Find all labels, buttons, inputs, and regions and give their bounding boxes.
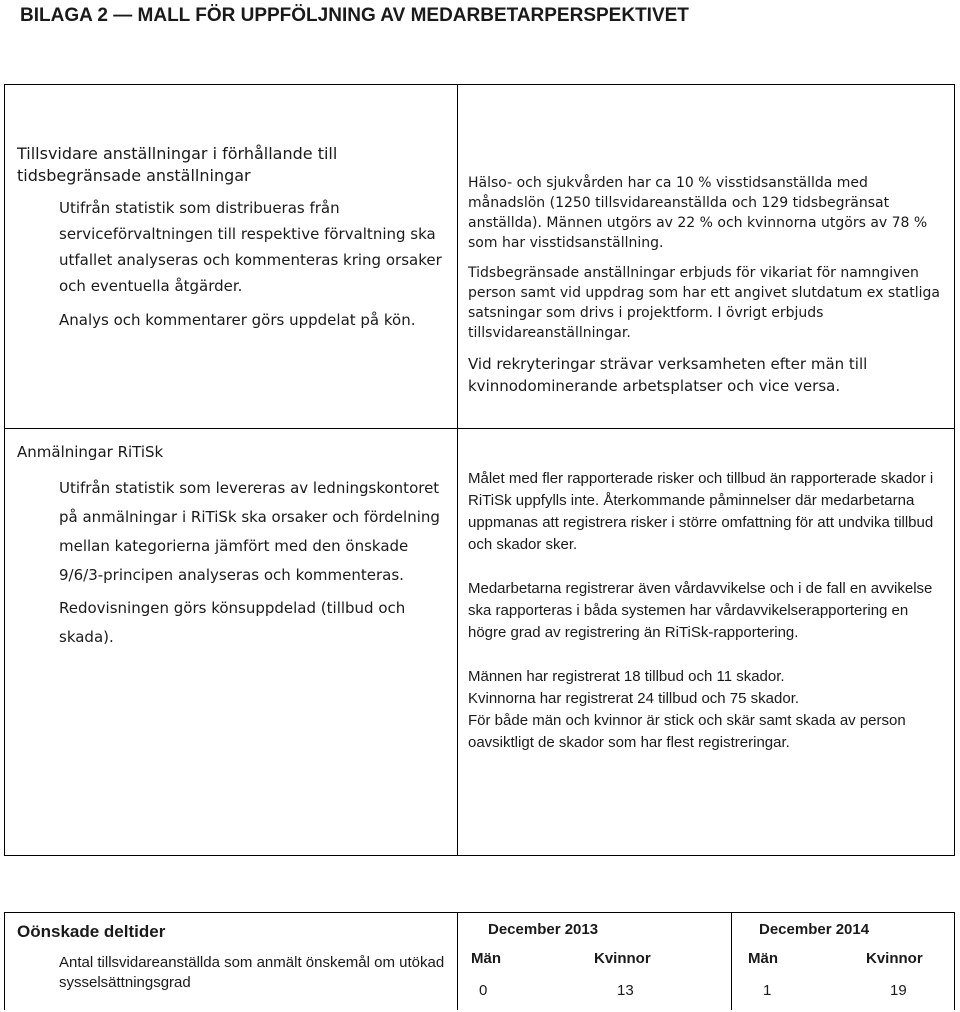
section1-recruitment-paragraph: Vid rekryteringar strävar verksamheten efter män till kvinnodominerande arbetsplatser och vice versa. <box>468 355 868 395</box>
section2-heading: Anmälningar RiTiSk <box>17 443 164 461</box>
column-label-women-2013: Kvinnor <box>594 950 651 967</box>
column-label-men-2014: Män <box>748 950 778 967</box>
value-men-2014: 1 <box>763 982 772 999</box>
section1-temporary-paragraph: Tidsbegränsade anställningar erbjuds för vikariat för namngiven person samt vid uppdrag som har ett angivet slutdatum ex statliga satsningar som drivs i projektform. I övrigt erbjuds tillsvidareanställningar. <box>468 265 940 341</box>
value-women-2013: 13 <box>617 982 634 999</box>
part-time-table <box>4 912 955 1010</box>
column-label-women-2014: Kvinnor <box>866 950 923 967</box>
column-divider <box>457 85 458 855</box>
section1-left-cell <box>17 143 447 333</box>
row-divider <box>5 428 954 429</box>
section2-right-cell <box>468 468 946 754</box>
column-label-men-2013: Män <box>471 950 501 967</box>
section1-right-cell <box>468 173 946 397</box>
section2-left-cell <box>17 442 447 652</box>
value-men-2013: 0 <box>479 982 488 999</box>
part-time-left-cell <box>17 921 447 993</box>
section2-registration-paragraph <box>468 666 946 754</box>
registration-line-common: För både män och kvinnor är stick och skär samt skada av person oavsiktligt de skador som har flest registreringar. <box>468 712 906 751</box>
value-women-2014: 19 <box>890 982 907 999</box>
part-time-heading: Oönskade deltider <box>17 922 166 941</box>
registration-line-women: Kvinnorna har registrerat 24 tillbud och 75 skador. <box>468 690 800 707</box>
period-2014: December 2014 <box>759 921 870 938</box>
section1-instructions: Utifrån statistik som distribueras från serviceförvaltningen till respektive förvaltning ska utfallet analyseras och kommenteras kring orsaker och eventuella åtgärder. <box>59 199 442 295</box>
period-2013: December 2013 <box>488 921 599 938</box>
page-title: BILAGA 2 — MALL FÖR UPPFÖLJNING AV MEDARBETARPERSPEKTIVET <box>20 5 689 26</box>
section2-deviation-paragraph: Medarbetarna registrerar även vårdavvikelse och i de fall en avvikelse ska rapporteras i båda systemen har vårdavvikelserapportering en högre grad av registrering än RiTiSk-rapportering. <box>468 580 933 641</box>
section1-heading: Tillsvidare anställningar i förhållande till tidsbegränsade anställningar <box>17 144 338 185</box>
section2-instructions: Utifrån statistik som levereras av ledningskontoret på anmälningar i RiTiSk ska orsaker och fördelning mellan kategorierna jämfört med den önskade 9/6/3-principen analyseras och kommenteras. <box>59 479 440 584</box>
column-divider <box>457 913 458 1010</box>
section1-gender-note: Analys och kommentarer görs uppdelat på kön. <box>59 311 416 329</box>
section2-goal-paragraph: Målet med fler rapporterade risker och tillbud än rapporterade skador i RiTiSk uppfylls inte. Återkommande påminnelser där medarbetarna uppmanas att registrera risker i större omfattning för att undvika tillbud och skador sker. <box>468 470 934 553</box>
registration-line-men: Männen har registrerat 18 tillbud och 11 skador. <box>468 668 785 685</box>
part-time-description: Antal tillsvidareanställda som anmält önskemål om utökad sysselsättningsgrad <box>59 954 445 991</box>
period-divider <box>731 913 732 1010</box>
followup-table <box>4 84 955 856</box>
section2-gender-note: Redovisningen görs könsuppdelad (tillbud och skada). <box>59 599 406 646</box>
section1-stats-paragraph: Hälso- och sjukvården har ca 10 % visstidsanställda med månadslön (1250 tillsvidareanställda och 129 tidsbegränsat anställda). Männen utgörs av 22 % och kvinnorna utgörs av 78 % som har visstidsanställning. <box>468 175 928 251</box>
